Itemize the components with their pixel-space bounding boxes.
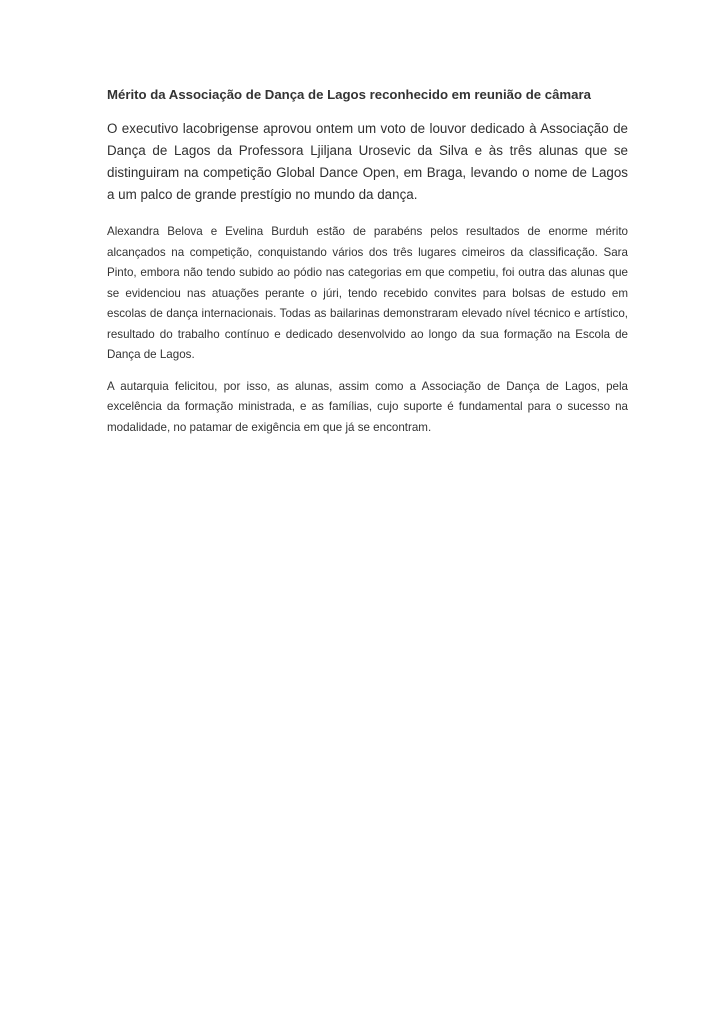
lead-paragraph: O executivo lacobrigense aprovou ontem um voto de louvor dedicado à Associação de Dança de Lagos da Professora Ljiljana Urosevic da Silva e às três alunas que se distinguiram na competição Global Dance Open, em Braga, levando o nome de Lagos a um palco de grande prestígio no mundo da dança. (107, 121, 628, 202)
document-title: Mérito da Associação de Dança de Lagos reconhecido em reunião de câmara (107, 87, 591, 102)
body-paragraph-2: A autarquia felicitou, por isso, as alunas, assim como a Associação de Dança de Lagos, pela excelência da formação ministrada, e as famílias, cujo suporte é fundamental para o sucesso na modalidade, no patamar de exigência em que já se encontram. (107, 379, 628, 434)
body-paragraph-1: Alexandra Belova e Evelina Burduh estão de parabéns pelos resultados de enorme mérito alcançados na competição, conquistando vários dos três lugares cimeiros da classificação. Sara Pinto, embora não tendo subido ao pódio nas categorias em que competiu, foi outra das alunas que se evidenciou nas atuações perante o júri, tendo recebido convites para bolsas de estudo em escolas de dança internacionais. Todas as bailarinas demonstraram elevado nível técnico e artístico, resultado do trabalho contínuo e dedicado desenvolvido ao longo da sua formação na Escola de Dança de Lagos. (107, 225, 628, 361)
